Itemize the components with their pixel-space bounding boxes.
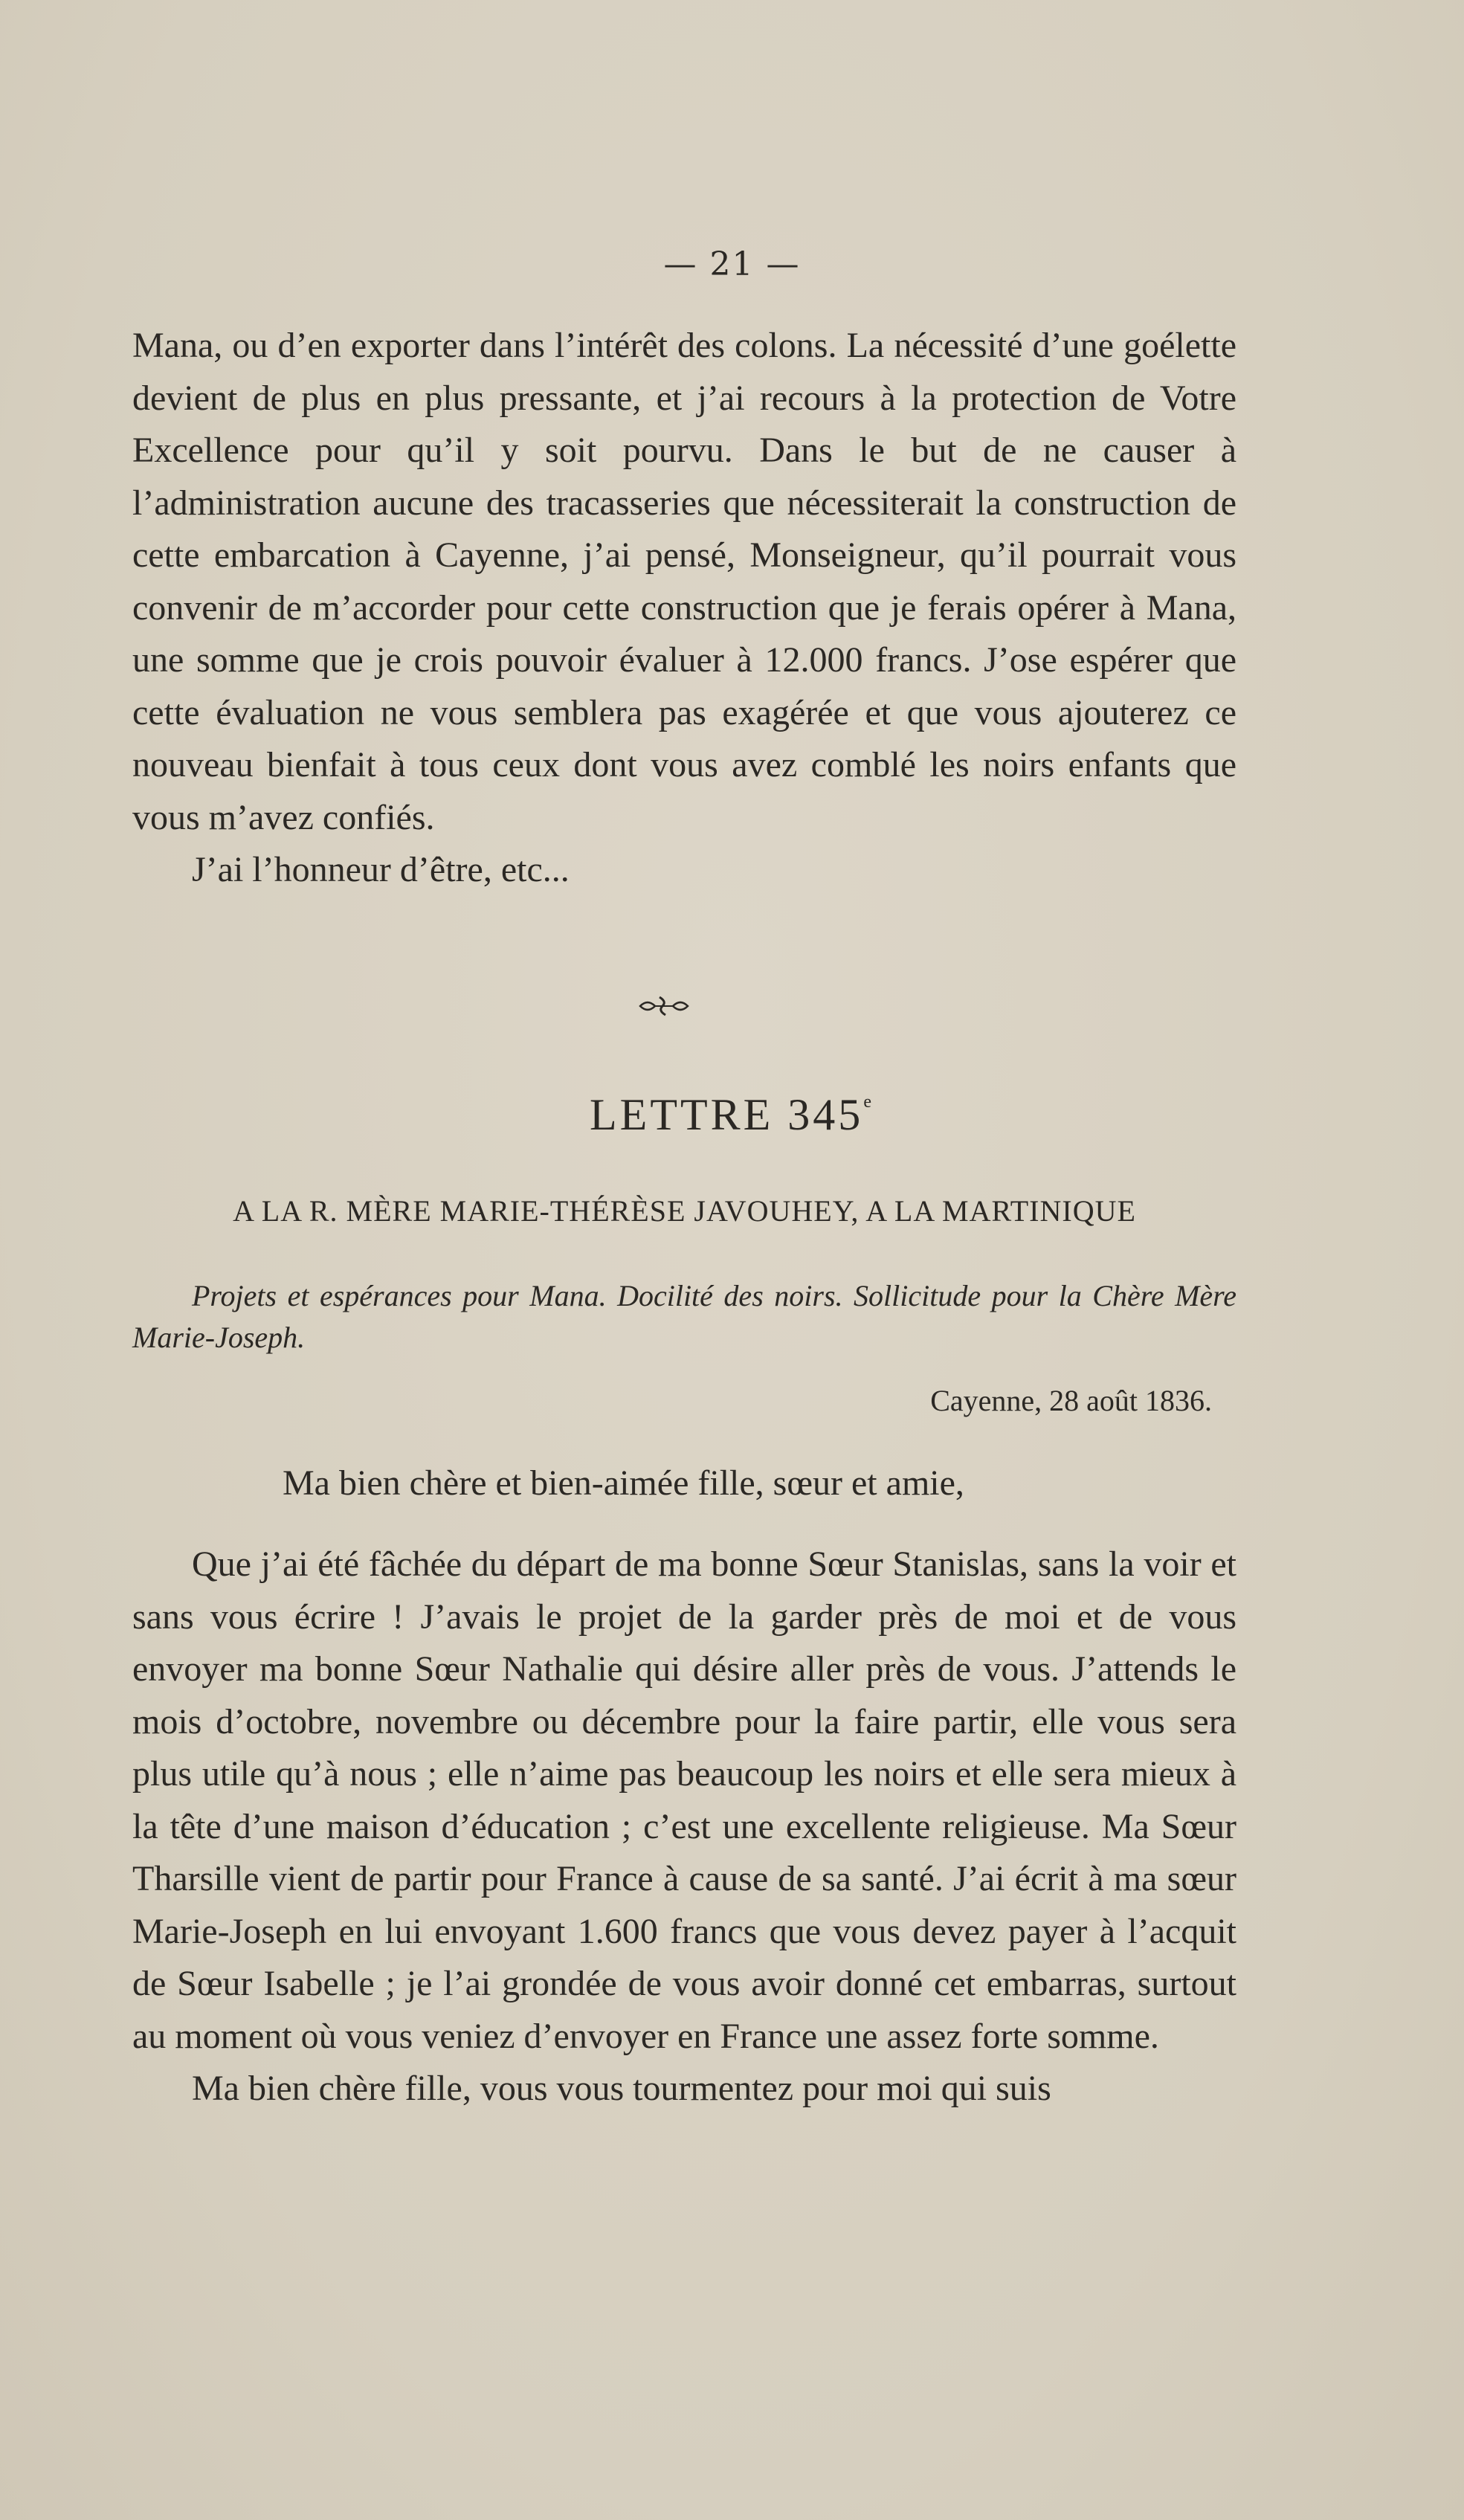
page-number: — 21 — xyxy=(663,245,801,283)
letter-title xyxy=(0,1089,1464,1141)
body-paragraph: Que j’ai été fâchée du départ de ma bonne Sœur Stanislas, sans la voir et sans vous écrire ! J’avais le projet de la garder près de moi et de vous envoyer ma bonne Sœur Nathalie qui désire aller près de vous. J’attends le mois d’octobre, novembre ou décembre pour la faire partir, elle vous sera plus utile qu’à nous ; elle n’aime pas beaucoup les noirs et elle sera mieux à la tête d’une maison d’éducation ; c’est une excellente religieuse. Ma Sœur Tharsille vient de partir pour France à cause de sa santé. J’ai écrit à ma sœur Marie-Joseph en lui envoyant 1.600 francs que vous devez payer à l’acquit de Sœur Isabelle ; je l’ai grondée de vous avoir donné cet embarras, surtout au moment où vous veniez d’envoyer en France une assez forte somme. xyxy=(132,1544,1236,2056)
letter-title-text: LETTRE 345 xyxy=(590,1090,864,1139)
letter-summary xyxy=(132,1275,1236,1359)
letter-addressee: A LA R. MÈRE MARIE-THÉRÈSE JAVOUHEY, A LA MARTINIQUE xyxy=(233,1194,1136,1228)
fleuron-ornament-icon xyxy=(637,993,691,1019)
letter-345-body xyxy=(132,1538,1236,2115)
body-paragraph: Mana, ou d’en exporter dans l’intérêt des colons. La nécessité d’une goélette devient de plus en plus pressante, et j’ai recours à la protection de Votre Excellence pour qu’il y soit pourvu. Dans le but de ne causer à l’administration aucune des tracasseries que nécessiterait la construction de cette embarcation à Cayenne, j’ai pensé, Monseigneur, qu’il pourrait vous convenir de m’accorder pour cette construction que je ferais opérer à Mana, une somme que je crois pouvoir évaluer à 12.000 francs. J’ose espérer que cette évaluation ne vous semblera pas exagérée et que vous ajouterez ce nouveau bienfait à tous ceux dont vous avez comblé les noirs enfants que vous m’avez confiés. xyxy=(132,326,1236,837)
letter-344-closing-text xyxy=(132,320,1236,897)
letter-title-suffix: e xyxy=(863,1092,874,1112)
letter-place-date: Cayenne, 28 août 1836. xyxy=(930,1384,1212,1417)
closing-formula: J’ai l’honneur d’être, etc... xyxy=(192,850,570,889)
summary-text: Projets et espérances pour Mana. Docilité des noirs. Sollicitude pour la Chère Mère Marie-Joseph. xyxy=(132,1279,1236,1354)
letter-salutation: Ma bien chère et bien-aimée fille, sœur et amie, xyxy=(283,1463,964,1503)
body-paragraph: Ma bien chère fille, vous vous tourmentez pour moi qui suis xyxy=(192,2069,1051,2108)
